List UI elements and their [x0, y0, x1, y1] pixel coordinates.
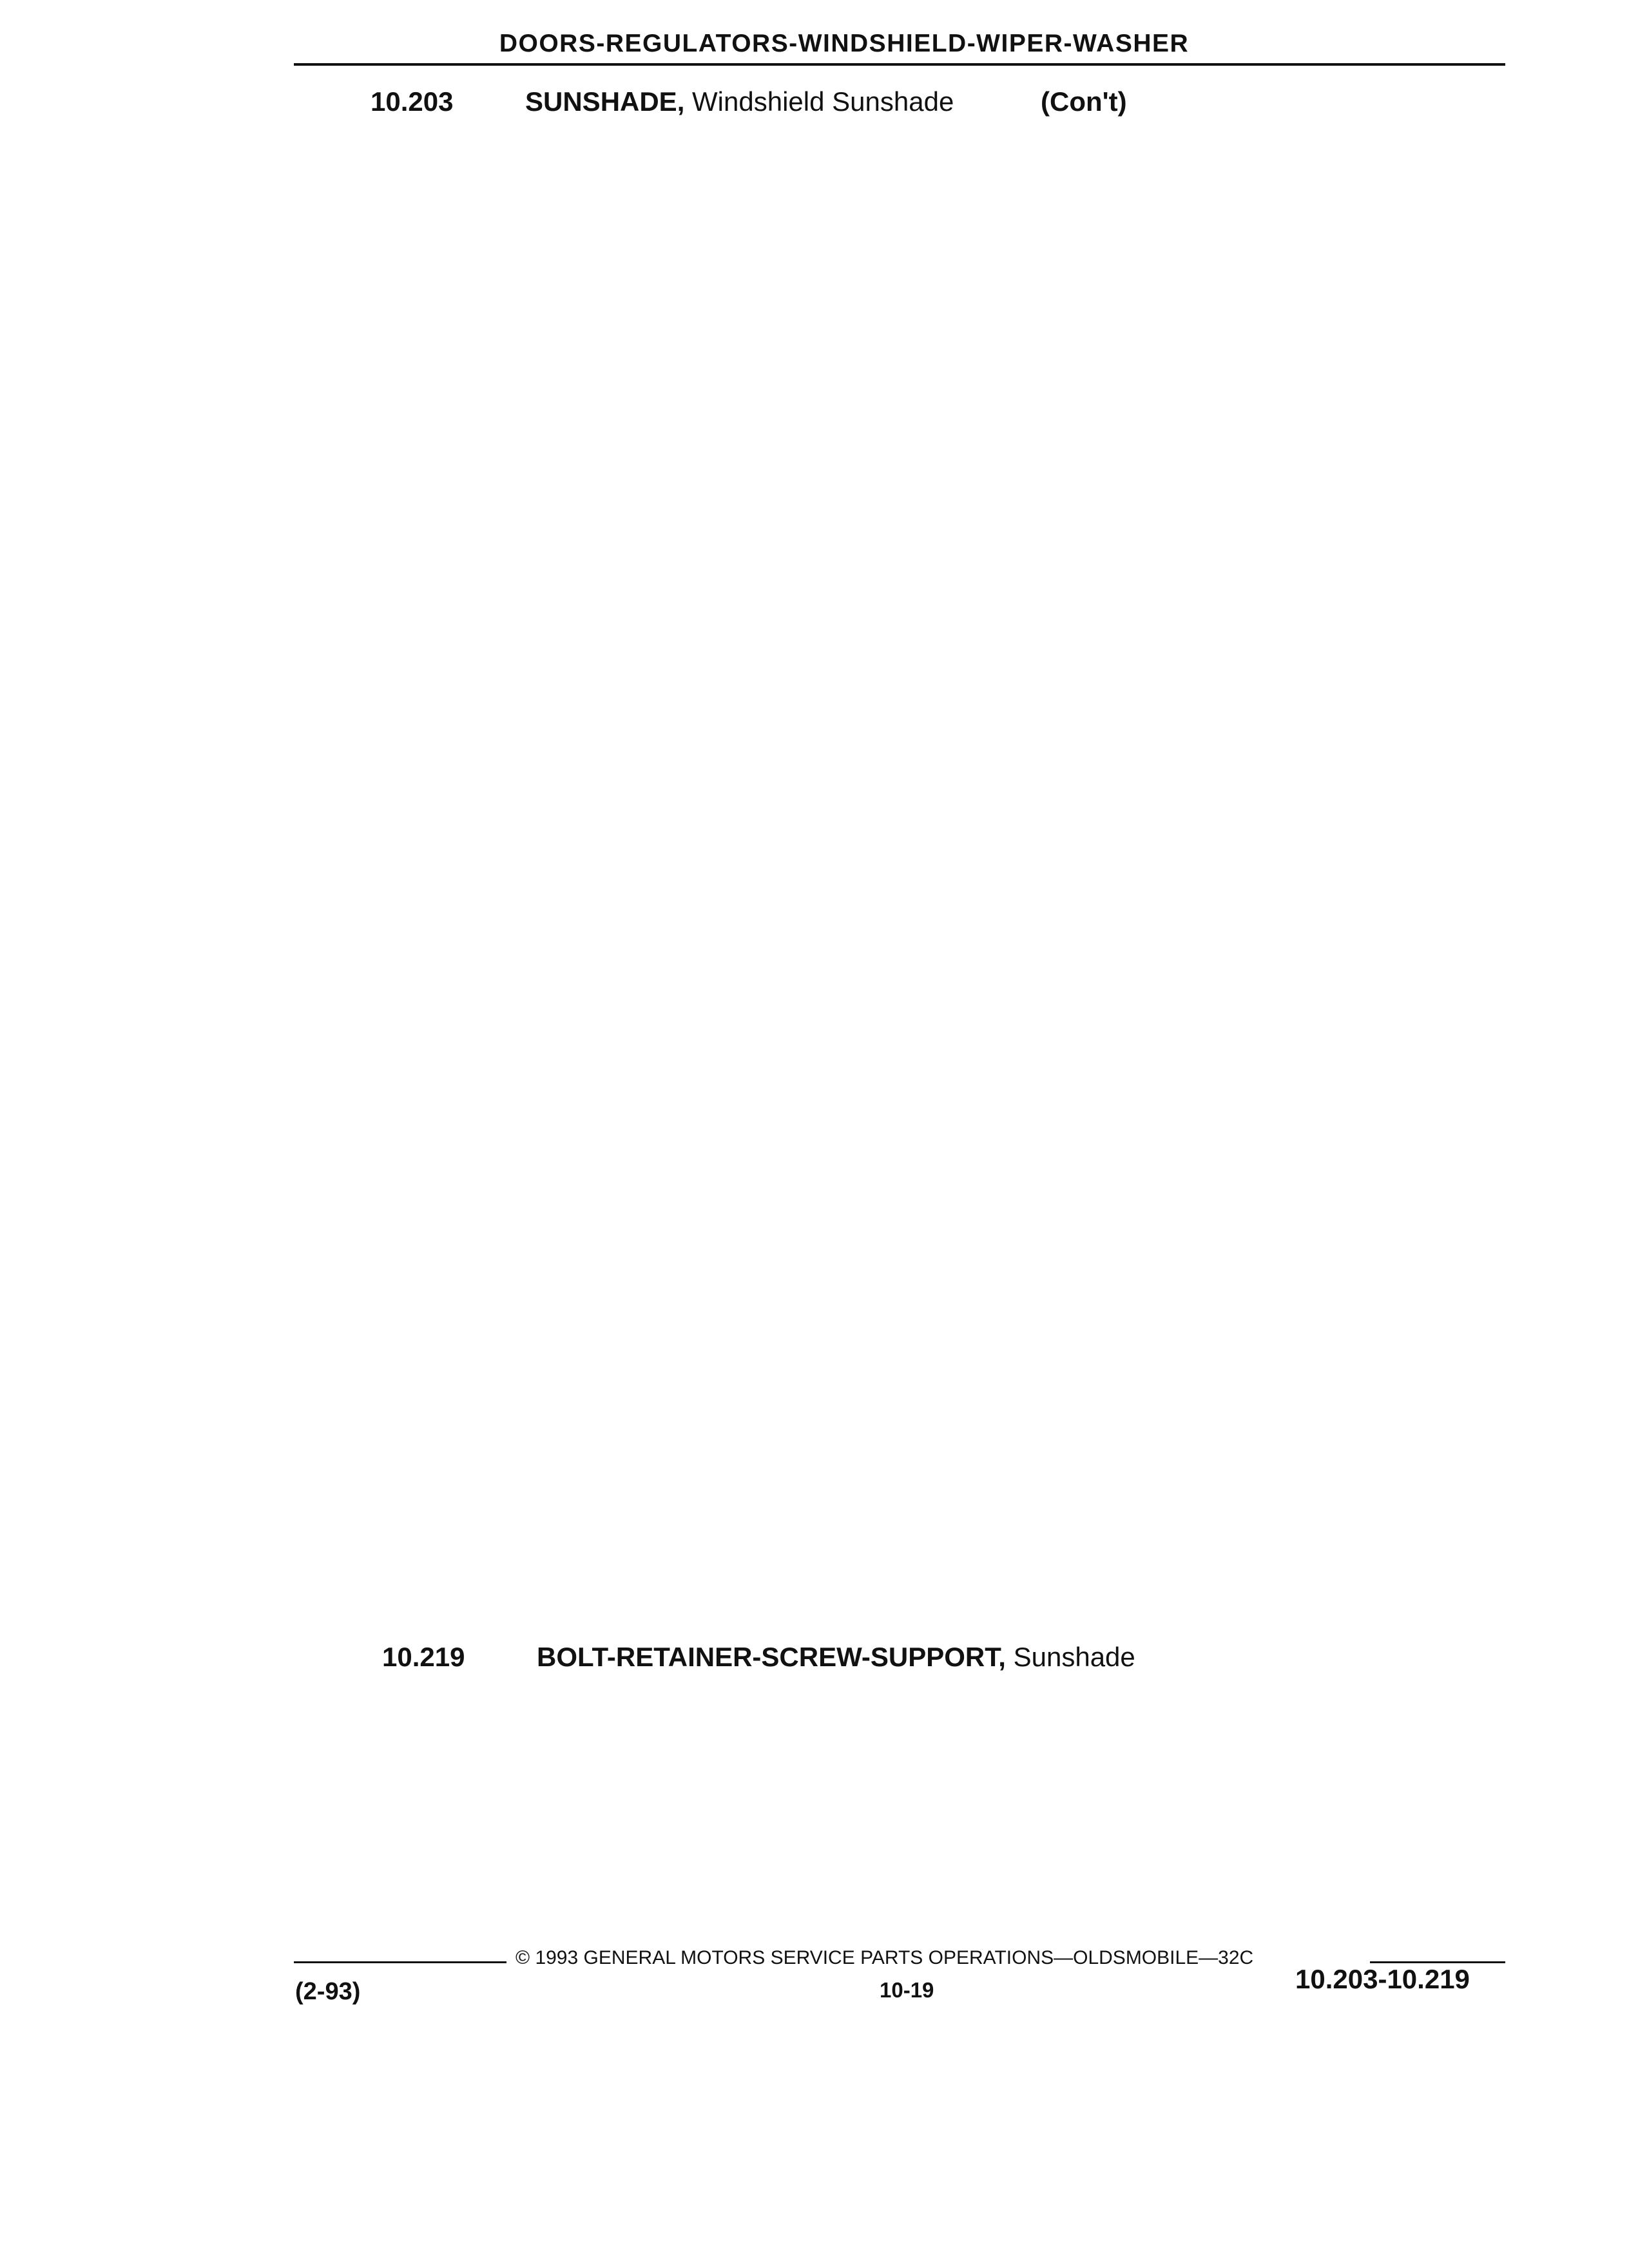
footer-page-number: 10-19: [880, 1978, 934, 2002]
footer-date: (2-93): [295, 1978, 361, 2005]
section-number: 10.203: [371, 86, 454, 117]
footer-section-range: 10.203-10.219: [1295, 1964, 1470, 1994]
footer-rule-right: [1370, 1961, 1505, 1963]
header-rule: [294, 63, 1505, 66]
section-continued: (Con't): [1041, 86, 1127, 117]
page-header: DOORS-REGULATORS-WINDSHIELD-WIPER-WASHER: [499, 30, 1190, 57]
footer-rule-left: [294, 1961, 506, 1963]
section-number: 10.219: [382, 1642, 465, 1672]
footer-copyright: © 1993 GENERAL MOTORS SERVICE PARTS OPERATIONS—OLDSMOBILE—32C: [516, 1947, 1254, 1968]
section-name: BOLT-RETAINER-SCREW-SUPPORT, Sunshade: [537, 1642, 1135, 1672]
section-name: SUNSHADE, Windshield Sunshade: [525, 86, 954, 117]
